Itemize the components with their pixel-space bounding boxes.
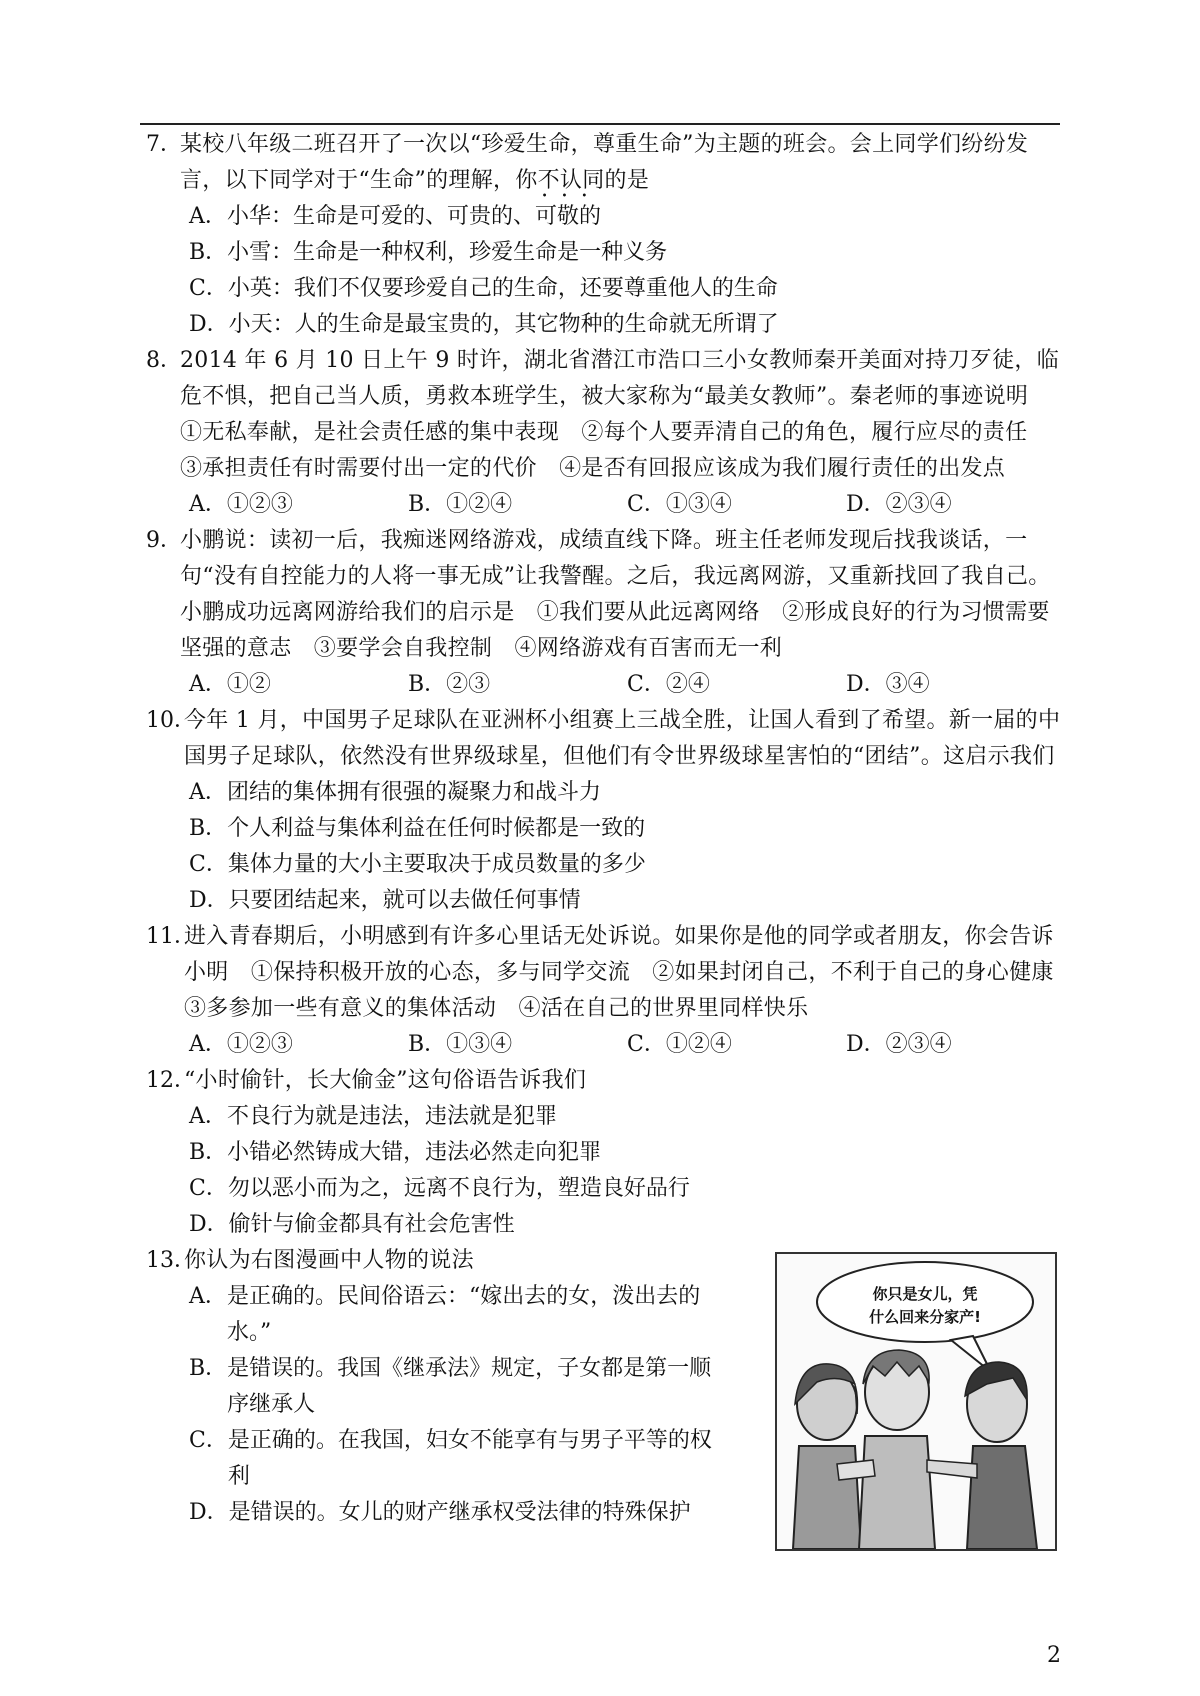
- option-a: A．①②: [189, 672, 271, 697]
- question-number: 12．: [146, 1068, 196, 1093]
- option-a: A． 是正确的。民间俗语云：“嫁出去的女，泼出去的水。”: [189, 1284, 701, 1345]
- option-c: C． 勿以恶小而为之，远离不良行为，塑造良好品行: [189, 1176, 690, 1201]
- option-c: C． 小英：我们不仅要珍爱自己的生命，还要尊重他人的生命: [189, 276, 778, 301]
- question-12: [146, 1063, 1066, 1099]
- option-a: A．①②③: [189, 1032, 293, 1057]
- linked-arms: [837, 1460, 875, 1480]
- option-b: B． 小错必然铸成大错，违法必然走向犯罪: [189, 1140, 602, 1165]
- pointing-arm: [927, 1460, 977, 1478]
- option-d: D． 偷针与偷金都具有社会危害性: [189, 1212, 515, 1237]
- option-d: D． 小天：人的生命是最宝贵的，其它物种的生命就无所谓了: [189, 312, 779, 337]
- emphasis-text: 不认同 •••: [538, 163, 605, 199]
- option-b: B．②③: [408, 672, 491, 697]
- option-c: C．①②④: [627, 1032, 732, 1057]
- top-rule: [140, 123, 1060, 125]
- question-stem: 2014 年 6 月 10 日上午 9 时许，湖北省潜江市浩口三小女教师秦开美面对持刀歹徒，临危不惧，把自己当人质，勇救本班学生，被大家称为“最美女教师”。秦老师的事迹说明 ①无私奉献，是社会责任感的集中表现 ②每个人要弄清自己的角色，履行应尽的责任 ③承担责任有时需要付出一定的代价 ④是否有回报应该成为我们履行责任的出发点: [180, 348, 1060, 481]
- question-number: 11．: [146, 924, 196, 949]
- option-b: B． 小雪：生命是一种权利，珍爱生命是一种义务: [189, 240, 668, 265]
- option-b: B．①③④: [408, 1032, 513, 1057]
- option-a: A． 小华：生命是可爱的、可贵的、可敬的: [189, 204, 602, 229]
- question-11: [146, 919, 1077, 1027]
- question-number: 7．: [146, 132, 182, 157]
- options-row: [146, 487, 1066, 523]
- option-c: C．①③④: [627, 492, 732, 517]
- brother-body: [967, 1446, 1037, 1549]
- option-d: D．②③④: [846, 492, 952, 517]
- question-stem: 你认为右图漫画中人物的说法: [184, 1248, 474, 1273]
- question-7: [146, 127, 1066, 199]
- question-stem: 小鹏说：读初一后，我痴迷网络游戏，成绩直线下降。班主任老师发现后找我谈话，一句“没有自控能力的人将一事无成”让我警醒。之后，我远离网游，又重新找回了我自己。小鹏成功远离网游给我们的启示是 ①我们要从此远离网络 ②形成良好的行为习惯需要坚强的意志 ③要学会自我控制 ④网络游戏有百害而无一利: [180, 528, 1051, 661]
- question-number: 13．: [146, 1248, 196, 1273]
- cartoon-image: [775, 1252, 1057, 1551]
- option-d: D．③④: [846, 672, 930, 697]
- question-number: 10．: [146, 708, 196, 733]
- question-10: [146, 703, 1066, 775]
- speech-line-1: 你只是女儿，凭: [872, 1285, 978, 1303]
- option-c: C．②④: [627, 672, 710, 697]
- option-b: B．①②④: [408, 492, 513, 517]
- option-d: D．②③④: [846, 1032, 952, 1057]
- option-b: B． 是错误的。我国《继承法》规定，子女都是第一顺序继承人: [189, 1356, 712, 1417]
- option-a: A． 团结的集体拥有很强的凝聚力和战斗力: [189, 780, 602, 805]
- option-d: D． 只要团结起来，就可以去做任何事情: [189, 888, 581, 913]
- question-stem: 进入青春期后，小明感到有许多心里话无处诉说。如果你是他的同学或者朋友，你会告诉小明 ①保持积极开放的心态，多与同学交流 ②如果封闭自己，不利于自己的身心健康 ③多参加一些有意义的集体活动 ④活在自己的世界里同样快乐: [184, 924, 1077, 1021]
- option-c: C． 是正确的。在我国，妇女不能享有与男子平等的权利: [189, 1428, 712, 1489]
- question-stem: 某校八年级二班召开了一次以“珍爱生命，尊重生命”为主题的班会。会上同学们纷纷发言，以下同学对于“生命”的理解，你不认同 •••的是: [180, 127, 1066, 199]
- option-a: A． 不良行为就是违法，违法就是犯罪: [189, 1104, 558, 1129]
- options-row: [146, 667, 1066, 703]
- cartoon-drawing: [777, 1254, 1055, 1549]
- question-8: [146, 343, 1066, 487]
- question-13-options: [146, 1279, 726, 1531]
- option-c: C． 集体力量的大小主要取决于成员数量的多少: [189, 852, 646, 877]
- option-b: B． 个人利益与集体利益在任何时候都是一致的: [189, 816, 646, 841]
- question-stem: “小时偷针，长大偷金”这句俗语告诉我们: [184, 1068, 587, 1093]
- option-a: A．①②③: [189, 492, 293, 517]
- woman-body: [793, 1446, 861, 1549]
- question-stem: 今年 1 月，中国男子足球队在亚洲杯小组赛上三战全胜，让国人看到了希望。新一届的中国男子足球队，依然没有世界级球星，但他们有令世界级球星害怕的“团结”。这启示我们: [184, 708, 1061, 769]
- question-number: 8．: [146, 348, 182, 373]
- speech-line-2: 什么回来分家产!: [869, 1308, 981, 1326]
- man-body: [859, 1436, 935, 1549]
- question-9: [146, 523, 1066, 667]
- page-number: 2: [1047, 1643, 1061, 1668]
- question-number: 9．: [146, 528, 182, 553]
- options-row: [146, 1027, 1066, 1063]
- option-d: D． 是错误的。女儿的财产继承权受法律的特殊保护: [189, 1500, 691, 1525]
